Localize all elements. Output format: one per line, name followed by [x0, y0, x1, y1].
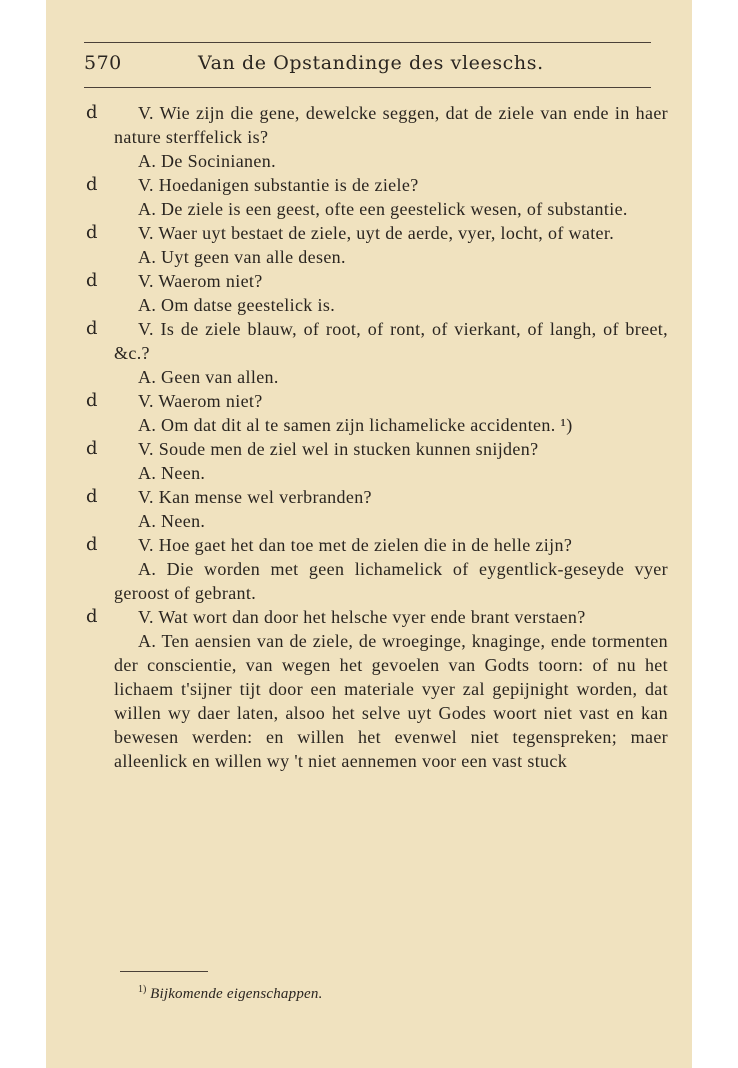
question-marker: d: [86, 486, 98, 507]
answer-text: A. De Socinianen.: [138, 151, 276, 171]
qa-entry: [46, 269, 692, 293]
question-marker: d: [86, 438, 98, 459]
qa-entry: [46, 389, 692, 413]
qa-entry: [46, 365, 692, 389]
qa-entry: [46, 101, 692, 149]
answer-text: A. Neen.: [138, 463, 206, 483]
qa-entry: [46, 317, 692, 365]
qa-entry: [46, 149, 692, 173]
question-marker: d: [86, 318, 98, 339]
running-title: Van de Opstandinge des vleeschs.: [198, 52, 544, 74]
footnote-text: Bijkomende eigenschappen.: [150, 986, 323, 1002]
answer-text: A. Om datse geestelick is.: [138, 295, 336, 315]
qa-entry: [46, 509, 692, 533]
question-text: V. Is de ziele blauw, of root, of ront, of vierkant, of langh, of breet, &c.?: [114, 319, 668, 363]
qa-entry: [46, 461, 692, 485]
footnote: [138, 984, 323, 1003]
page-number: 570: [84, 52, 122, 74]
qa-entry: [46, 605, 692, 629]
footnote-rule: [120, 971, 208, 972]
qa-entry: [46, 293, 692, 317]
answer-text: A. Die worden met geen lichamelick of eygentlick-geseyde vyer geroost of gebrant.: [114, 559, 668, 603]
question-marker: d: [86, 270, 98, 291]
question-text: V. Soude men de ziel wel in stucken kunnen snijden?: [138, 439, 539, 459]
book-page: [46, 0, 692, 1068]
answer-text: A. Ten aensien van de ziele, de wroeginge, knaginge, ende tormenten der conscientie, van wegen het gevoelen van Godts toorn: of nu het lichaem t'sijner tijt door een materiale vyer zal gepijnight worden, dat willen wy daer laten, alsoo het selve uyt Godes woort niet vast en kan bewesen werden: en willen het evenwel niet tegenspreken; maer alleenlick en willen wy 't niet aennemen voor een vast stuck: [114, 631, 668, 771]
answer-text: A. De ziele is een geest, ofte een geestelick wesen, of substantie.: [138, 199, 628, 219]
answer-text: A. Uyt geen van alle desen.: [138, 247, 346, 267]
question-text: V. Waerom niet?: [138, 271, 263, 291]
qa-entry: [46, 413, 692, 437]
qa-entry: [46, 437, 692, 461]
question-marker: d: [86, 222, 98, 243]
qa-entry: [46, 485, 692, 509]
page-body: [46, 101, 692, 773]
qa-entry: [46, 245, 692, 269]
qa-entry: [46, 197, 692, 221]
question-text: V. Waer uyt bestaet de ziele, uyt de aerde, vyer, locht, of water.: [138, 223, 615, 243]
question-text: V. Wat wort dan door het helsche vyer ende brant verstaen?: [138, 607, 586, 627]
question-text: V. Hoedanigen substantie is de ziele?: [138, 175, 419, 195]
question-marker: d: [86, 174, 98, 195]
question-text: V. Hoe gaet het dan toe met de zielen die in de helle zijn?: [138, 535, 573, 555]
qa-entry: [46, 629, 692, 773]
footnote-mark: 1): [138, 984, 147, 995]
question-marker: d: [86, 534, 98, 555]
qa-entry: [46, 221, 692, 245]
question-marker: d: [86, 102, 98, 123]
qa-entry: [46, 557, 692, 605]
header-bottom-rule: [84, 87, 651, 88]
header-top-rule: [84, 42, 651, 43]
question-marker: d: [86, 390, 98, 411]
answer-text: A. Om dat dit al te samen zijn lichamelicke accidenten. ¹): [138, 415, 573, 435]
qa-entry: [46, 533, 692, 557]
answer-text: A. Geen van allen.: [138, 367, 279, 387]
question-text: V. Wie zijn die gene, dewelcke seggen, dat de ziele van ende in haer nature sterffelick is?: [114, 103, 668, 147]
question-marker: d: [86, 606, 98, 627]
question-text: V. Waerom niet?: [138, 391, 263, 411]
answer-text: A. Neen.: [138, 511, 206, 531]
qa-entry: [46, 173, 692, 197]
question-text: V. Kan mense wel verbranden?: [138, 487, 372, 507]
